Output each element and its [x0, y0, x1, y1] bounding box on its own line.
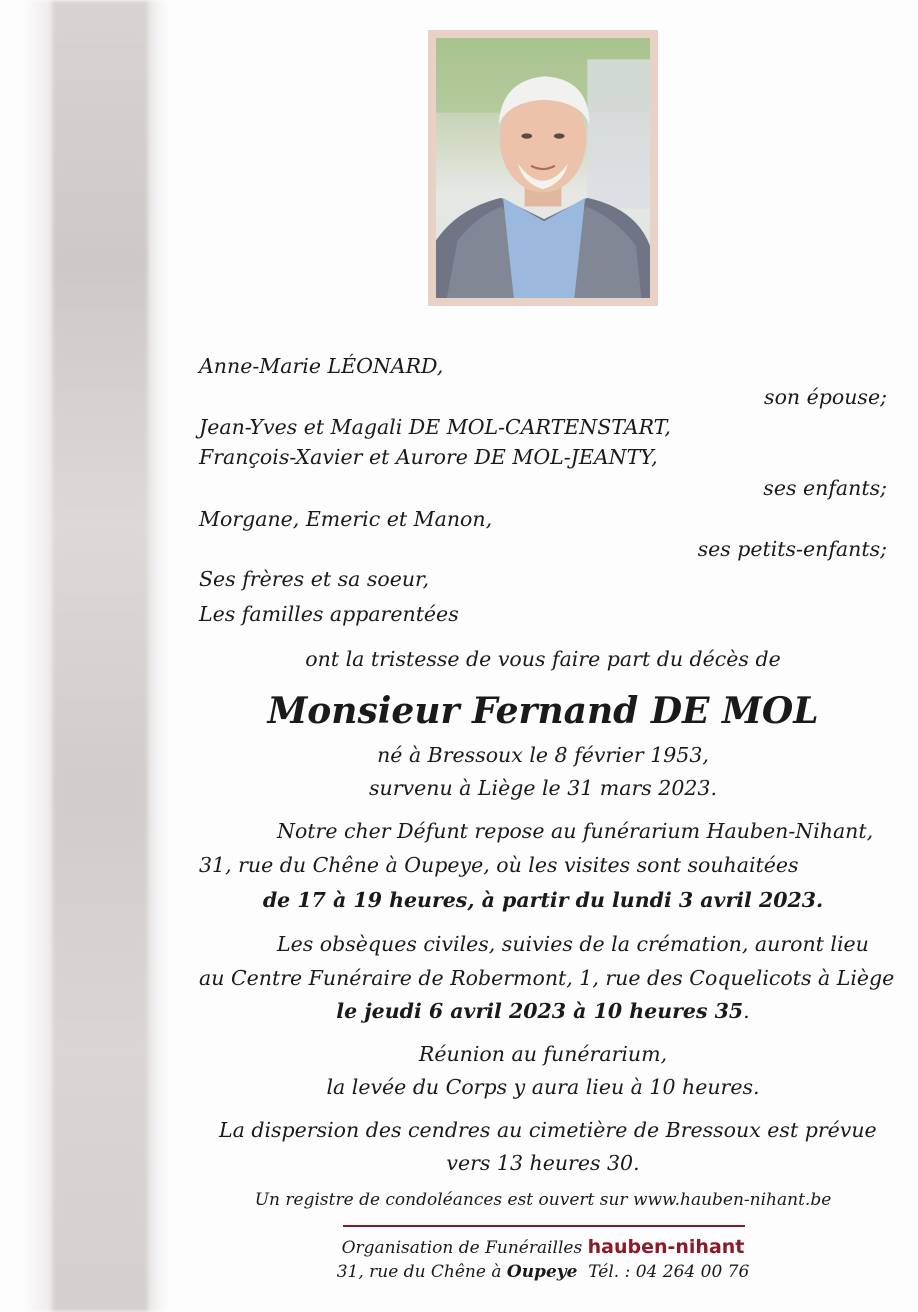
grandchildren-role: ses petits-enfants; [697, 537, 887, 561]
condolence-registry: Un registre de condoléances est ouvert sur www.hauben-nihant.be [254, 1190, 832, 1210]
announcement-line: ont la tristesse de vous faire part du décès de [305, 647, 781, 671]
visitation-hours: de 17 à 19 heures, à partir du lundi 3 avril 2023. [262, 888, 824, 912]
visitation-line-2: 31, rue du Chêne à Oupeye, où les visites sont souhaitées [199, 853, 799, 877]
ceremony-date [150, 999, 918, 1024]
visitation-line-1: Notre cher Défunt repose au funérarium Hauben-Nihant, [277, 819, 874, 843]
ceremony-date-bold: le jeudi 6 avril 2023 à 10 heures 35 [336, 999, 744, 1023]
spouse-role: son épouse; [764, 385, 887, 409]
address-start: 31, rue du Chêne à [336, 1262, 502, 1282]
deceased-name: Monsieur Fernand DE MOL [267, 690, 819, 732]
org-label: Organisation de Funérailles [341, 1238, 583, 1258]
grandchildren-names: Morgane, Emeric et Manon, [199, 507, 493, 531]
portrait-photo [436, 38, 650, 298]
address-city: Oupeye [506, 1262, 578, 1282]
gathering-line-2: la levée du Corps y aura lieu à 10 heures. [326, 1075, 760, 1099]
child-line-2: François-Xavier et Aurore DE MOL-JEANTY, [199, 445, 658, 469]
decorative-side-band [52, 0, 148, 1312]
ceremony-date-end: . [743, 999, 750, 1023]
ceremony-line-1: Les obsèques civiles, suivies de la crémation, auront lieu [277, 932, 869, 956]
relatives-line: Les familles apparentées [199, 602, 459, 626]
footer-organisation [150, 1236, 918, 1259]
children-role: ses enfants; [763, 476, 887, 500]
portrait-illustration [436, 38, 650, 298]
footer-address [150, 1262, 918, 1282]
footer-divider [343, 1225, 745, 1227]
spouse-name: Anne-Marie LÉONARD, [199, 354, 444, 378]
footer-phone: Tél. : 04 264 00 76 [588, 1262, 750, 1282]
death-line: survenu à Liège le 31 mars 2023. [369, 776, 717, 800]
dispersion-line-2: vers 13 heures 30. [446, 1151, 640, 1175]
siblings-line: Ses frères et sa soeur, [199, 567, 430, 591]
dispersion-line-1: La dispersion des cendres au cimetière de Bressoux est prévue [219, 1118, 877, 1142]
brand-logo: hauben-nihant [587, 1236, 745, 1258]
portrait-frame [428, 30, 658, 306]
gathering-line-1: Réunion au funérarium, [418, 1042, 668, 1066]
birth-line: né à Bressoux le 8 février 1953, [377, 743, 709, 767]
ceremony-line-2: au Centre Funéraire de Robermont, 1, rue des Coquelicots à Liège [199, 966, 895, 990]
child-line-1: Jean-Yves et Magali DE MOL-CARTENSTART, [199, 415, 671, 439]
